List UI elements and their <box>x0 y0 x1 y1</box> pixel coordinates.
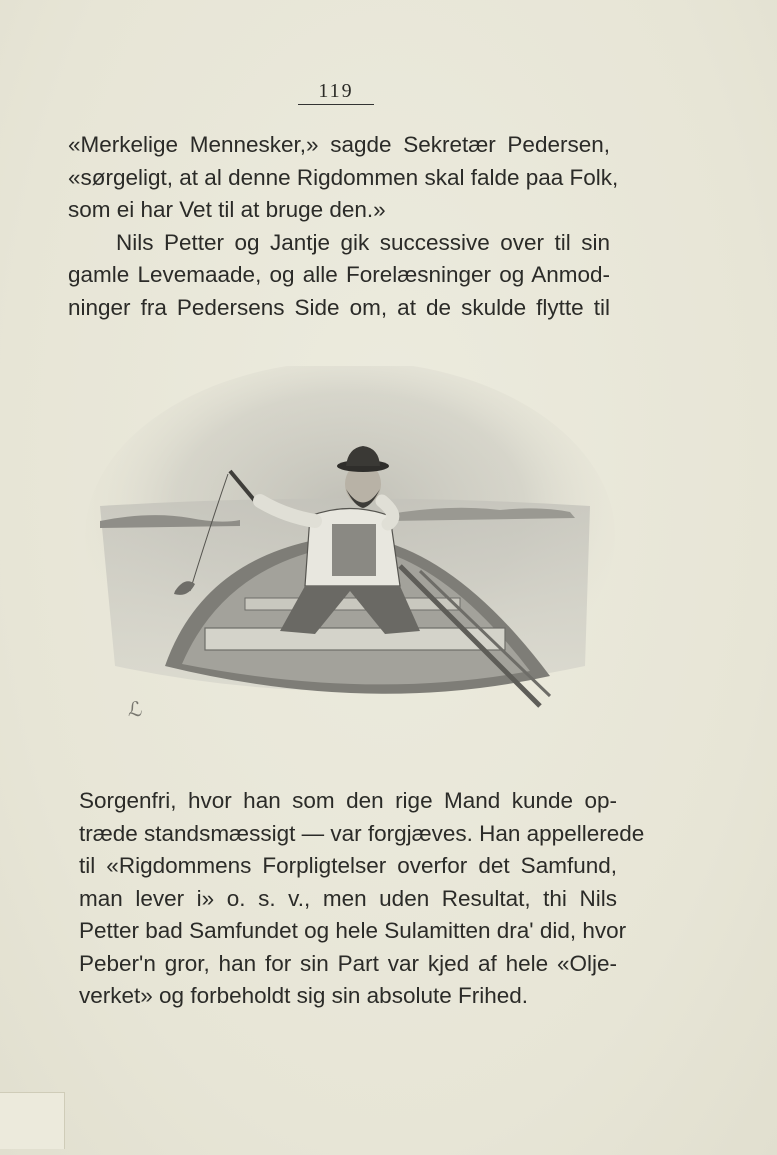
text-line: som ei har Vet til at bruge den.» <box>68 197 386 222</box>
text-line: «Merkelige Mennesker,» sagde Sekretær Pedersen, <box>68 132 610 157</box>
boat-seat <box>205 628 505 650</box>
text-line: Sorgenfri, hvor han som den rige Mand kunde op- <box>79 788 617 813</box>
text-line: «sørgeligt, at al denne Rigdommen skal falde paa Folk, <box>68 164 619 190</box>
boat-seat-back <box>245 598 460 610</box>
page-corner-patch <box>0 1092 65 1149</box>
text-line: verket» og forbeholdt sig sin absolute Frihed. <box>79 983 529 1008</box>
page-number: 119 <box>298 80 374 105</box>
text-line: ninger fra Pedersens Side om, at de skulde flytte til <box>68 294 610 320</box>
text-line: Peber'n gror, han for sin Part var kjed af hele «Olje- <box>79 950 617 976</box>
top-paragraphs <box>68 129 619 324</box>
text-line: man lever i» o. s. v., men uden Resultat, thi Nils <box>79 885 617 911</box>
artist-monogram: ℒ <box>128 697 143 721</box>
text-line: træde standsmæssigt — var forgjæves. Han appellerede <box>79 820 645 846</box>
bottom-paragraph <box>79 785 645 1013</box>
man-vest <box>332 524 376 576</box>
rowboat-illustration <box>70 366 630 756</box>
text-line: til «Rigdommens Forpligtelser overfor det Samfund, <box>79 853 617 878</box>
text-line: Nils Petter og Jantje gik successive over til sin <box>116 229 610 255</box>
text-line: gamle Levemaade, og alle Forelæsninger og Anmod- <box>68 262 610 287</box>
text-line: Petter bad Samfundet og hele Sulamitten dra' did, hvor <box>79 918 627 943</box>
